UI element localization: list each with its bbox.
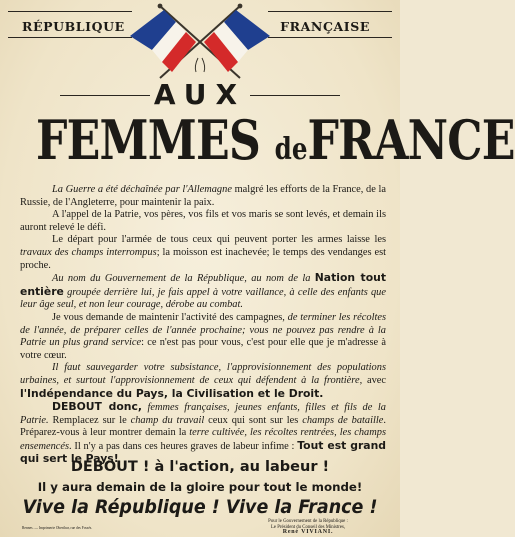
p7-bold-debout: DEBOUT donc, (52, 400, 142, 414)
p5-text-c: : ce n'est pas pour vous, c'est pour elle que je m'adresse à votre cœur. (20, 337, 386, 361)
p3-text-a: Le départ pour l'armée de tous ceux qui peuvent porter les armes laisse les (52, 234, 386, 246)
p1-italic: La Guerre a été déchaînée par l'Allemagne (52, 184, 232, 195)
printer-credit: Rennes. — Imprimerie Oberthur, rue des Fossés. (22, 526, 93, 530)
p6-bold: l'Indépendance du Pays, la Civilisation et le Droit. (20, 386, 324, 400)
paragraph-4 (20, 272, 386, 312)
p7-bold-j: Tout est grand qui sert le Pays! (20, 438, 386, 466)
slogan-demain: Il y aura demain de la gloire pour tout le monde! (37, 480, 363, 494)
p4-italic-a: Au nom du Gouvernement de la République, au nom de la (52, 273, 315, 285)
title-france: FRANCE (307, 108, 515, 172)
title-femmes: FEMMES (36, 108, 261, 172)
p6-text: avec (362, 374, 386, 386)
crossed-flags-icon (124, 0, 276, 80)
top-left-rule-upper (8, 11, 132, 12)
p3-italic: travaux des champs interrompus (20, 246, 157, 258)
top-right-rule-lower (268, 37, 392, 38)
p7-text-g: . Préparez-vous à leur montrer demain la (20, 414, 386, 439)
proclamation-body (20, 184, 386, 467)
p7-text-c: Remplacez sur le (48, 414, 131, 426)
paragraph-2 (20, 209, 386, 234)
p5-text-a: Je vous demande de maintenir l'activité des campagnes, (52, 311, 288, 323)
header-francaise: FRANÇAISE (280, 19, 370, 34)
p3-text-c: ; la moisson est inachevée; le temps des vendanges est proche. (20, 246, 387, 271)
header-republique: RÉPUBLIQUE (22, 19, 125, 34)
paragraph-3 (20, 234, 386, 272)
paragraph-7 (20, 401, 386, 467)
left-flag (130, 10, 196, 72)
p7-italic-f: champs de bataille (302, 414, 384, 426)
p7-italic-h: terre cultivée, les récoltes rentrées, les champs ensemencés (20, 427, 386, 452)
slogan-vive: Vive la République ! Vive la France ! (22, 496, 378, 518)
paragraph-5 (20, 312, 386, 362)
p2-text: A l'appel de la Patrie, vos pères, vos fils et vos maris se sont levés, et demain ils auront relevé le défi. (20, 209, 386, 233)
p7-text-e: ceux qui sont sur les (204, 414, 303, 426)
p4-italic-c: groupée derrière lui, je fais appel à votre vaillance, à celle des enfants que leur âge seul, et non leur courage, dérobe au combat. (20, 286, 386, 311)
p5-italic: de terminer les récoltes de l'année, de préparer celles de l'année prochaine; vous ne pouvez pas rendre à la Patrie un plus grand service (20, 311, 386, 349)
title-de: de (274, 132, 308, 167)
top-right-rule-upper (268, 11, 392, 12)
right-flag (204, 10, 270, 72)
title-aux: AUX (153, 78, 247, 111)
signature-line-2: Le Président du Conseil des Ministres, (270, 524, 346, 530)
p1-text: malgré les efforts de la France, de la Russie, de l'Angleterre, pour maintenir la paix. (20, 184, 386, 208)
paragraph-1 (20, 184, 386, 209)
signature-line-1: Pour le Gouvernement de la République : (268, 519, 348, 524)
signature-name: René VIVIANI. (282, 529, 334, 536)
signature-block (228, 519, 388, 536)
p6-italic: Il faut sauvegarder votre subsistance, l'approvisionnement des populations urbaines, et surtout l'approvisionnement de ceux qui défendent à la frontière, (20, 362, 386, 386)
p7-italic-b: femmes françaises, jeunes enfants, filles et fils de la Patrie. (20, 402, 386, 426)
p4-bold: Nation tout entière (20, 271, 386, 298)
p7-text-i: . Il n'y a pas dans ces heures graves de labeur infime : (69, 440, 298, 452)
title-femmes-de-france (36, 108, 515, 172)
top-left-rule-lower (8, 37, 132, 38)
p7-italic-d: champ du travail (130, 414, 205, 426)
paragraph-6 (20, 362, 386, 401)
slogan-debout: DEBOUT ! à l'action, au labeur ! (70, 459, 330, 475)
